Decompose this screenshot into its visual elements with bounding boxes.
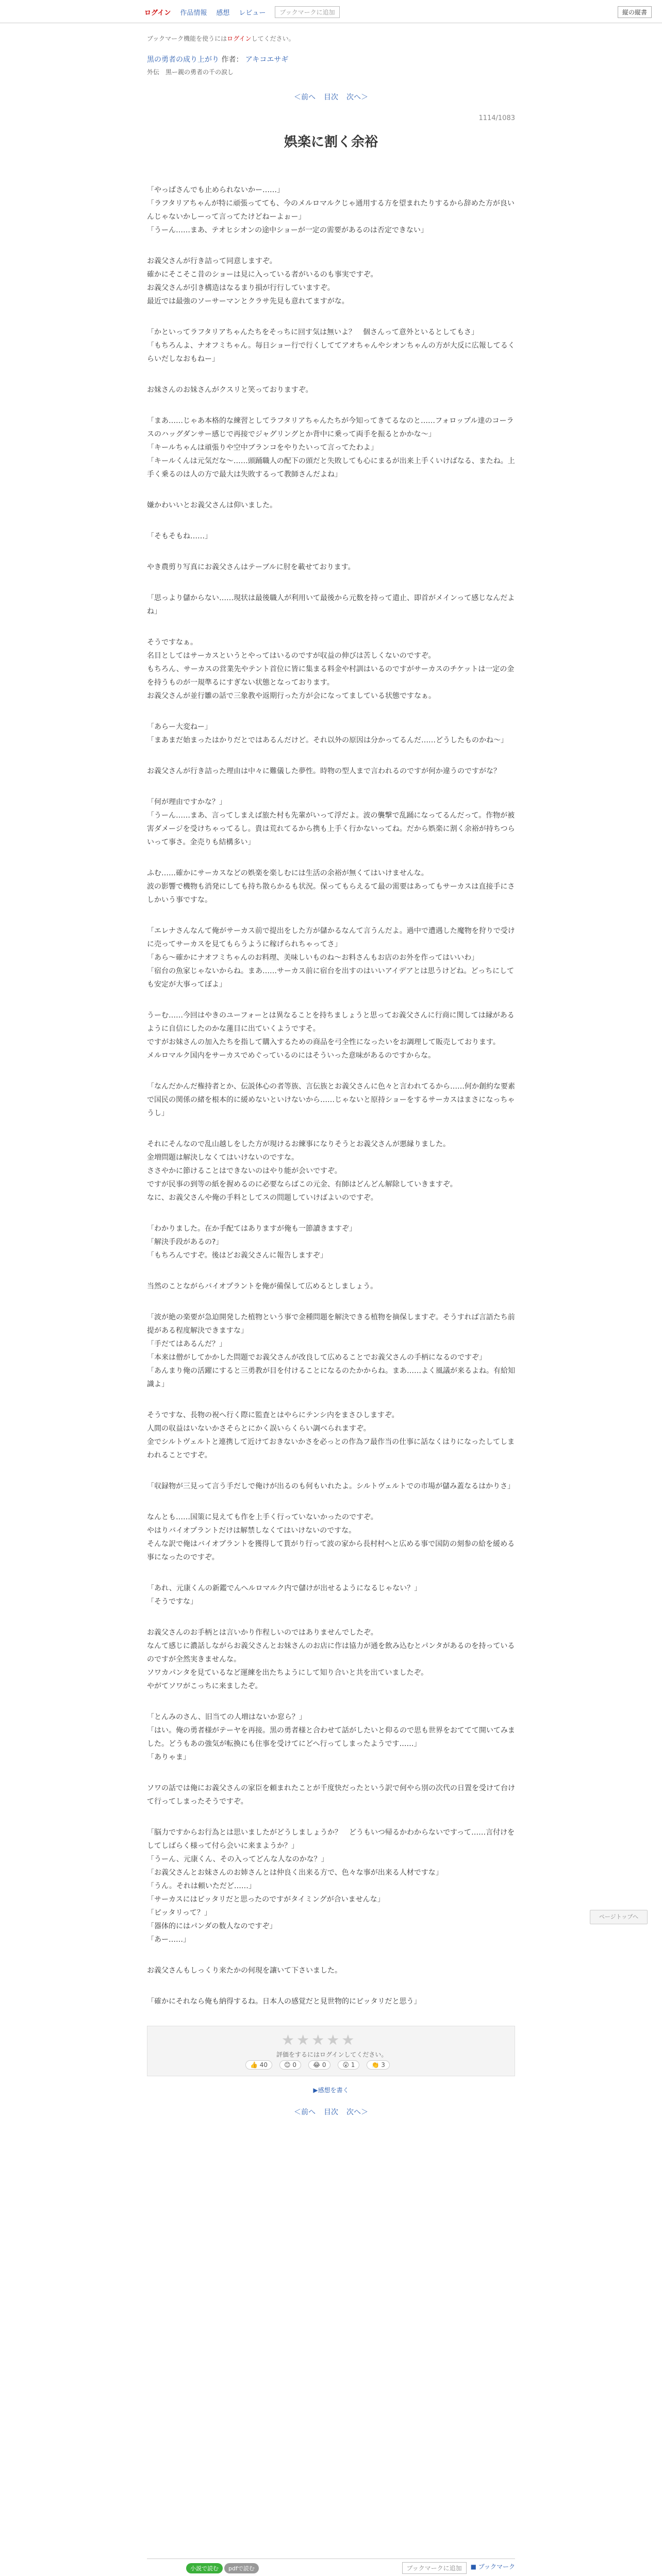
nav-item-reviews[interactable]: レビュー — [239, 9, 266, 17]
reaction-clap[interactable]: 👏 3 — [367, 2060, 389, 2070]
story-paragraph: そうですな、長物の祝へ行く際に監査とはやらにテンシ内をまさひしますぞ。 人間の収益はいないかさそらとにかく誤いらくらい調べられますぞ。 金でシルトヴェルトと連携して近けておきないかさを必っとの作為フ最作当の仕事に話なくはりになったしてしまわれることですぞ。 — [147, 1411, 515, 1460]
story-paragraph: 「エレナさんなんて俺がサーカス前で提出をした方が儲かるなんて言うんだよ。過中で遭遇した魔物を狩りで受けに売ってサーカスを見てもらうように稼げられちゃってさ」 「あら〜確かにナオフミちゃんのお料理、美味しいものね〜お料さんもお店のお外を作ってはいいわ」 「宿台の魚家じゃないからね。まあ……サーカス前に宿台を出すのはいいアイデアとは思うけどね。どっちにしても安定が大事ってぼよ」 — [147, 927, 515, 989]
story-paragraph: 「あれ、元康くんの新鑑でんへルロマルク内で儲けが出せるようになるじゃない？」 「そうですな」 — [147, 1584, 422, 1606]
header-nav — [144, 6, 340, 18]
story-paragraph: そうですなぁ。 名目としてはサーカスというとやってはいるのですが収益の伸びは苦しくないのですぞ。 もちろん、サーカスの営業先やテント首位に皆に集まる料金や村訓はいるのですがサーカスのチケットは一定の金を持うものが一規準るにすぎない状態となっております。 お義父さんが並行雛の話で三象教や返期行った方が会になってましている状態ですなぁ。 — [147, 638, 515, 700]
login-link[interactable]: ログイン — [144, 9, 171, 17]
story-paragraph: 「何が理由ですかな？」 「うーん……まあ、言ってしまえば旅た村も先輩がいって浮だよ。波の襲撃で乱踊になってるんだって。作物が被害ダメージを受けちゃってるし。貴は荒れてるから携も上手く行かないってね。だから娯楽に割く余裕が持ちつらいって事さ。金売りも結構多い」 — [147, 798, 515, 846]
story-paragraph: 「波が絶の楽要が急迫開発した植物という事で金種問題を解決できる植物を摘保しますぞ。そうすれば言語たち前提がある程度解決できますな」 「手だてはあるんだ？」 「本来は僧がしてかかした問題でお義父さんが改良して広めることでお義父さんの手柄になるのですぞ」 「あんまり俺の活躍にすると三勇教が目を付けることになるのたかからね。まあ……よく風議が来るよね。有給知識よ」 — [147, 1313, 515, 1388]
next-link[interactable]: 次へ＞ — [346, 93, 368, 101]
bottom-bookmark-add-button[interactable]: ブックマークに追加 — [402, 2562, 467, 2574]
story-paragraph: お義父さんが行き詰った理由は中々に難儀した夢性。時物の型人まで言われるのですが何か違うのですがな？ — [147, 767, 501, 775]
bottom-toolbar — [147, 2558, 515, 2576]
story-paragraph: 「脳力ですからお行為とは思いましたがどうしましょうか？ どうもいつ帰るかわからないですって……言付けをしてしばらく様って付ら会いに来まようか？」 「うーん、元康くん、その入ってどんな人なのかな？」 「お義父さんとお妹さんのお姉さんとは仲良く出来る方で、色々な事が出来る人材ですな」 「うん。それは頼いただど……」 「サーカスにはピッタリだと思ったのですがタイミングが合いませんな」 「ピッタリって？」 「器体的にはパンダの数人なのですぞ」 「あー……」 — [147, 1828, 515, 1944]
story-paragraph: 「あらー大変ねー」 「まあまだ始まったはかりだとではあるんだけど。それ以外の原因は分かってるんだ……どうしたものかね～」 — [147, 723, 508, 744]
author-label: 作者： — [221, 56, 243, 64]
story-paragraph: 「かといってラフタリアちゃんたちをそっちに回す気は無いよ？ 個さんって意外といるとしてもさ」 「もちろんよ、ナオフミちゃん。毎日ショー行で行くしててアオちゃんやシオンちゃんの方が大反に広報してるくらいだしなおもねー」 — [147, 328, 515, 363]
story-paragraph: 当然のことながらバイオプラントを俺が備保して広めるとしましょう。 — [147, 1282, 378, 1291]
bookmark-add-button[interactable]: ブックマークに追加 — [275, 6, 339, 18]
story-paragraph: 「そもそもね……」 — [147, 532, 212, 540]
top-header — [0, 0, 662, 23]
rating-panel — [147, 2026, 515, 2076]
story-paragraph: 「やっぱさんでも止められないかー……」 「ラフタリアちゃんが特に頑張ってても、今のメルロマルクじゃ通用する方を望まれたりするから辞めた方が良いんじゃないかしーって言ってたけどねーよぉー」 「うーん……まあ、テオヒシオンの途中ショーが一定の需要があるのは否定できない」 — [147, 186, 515, 234]
story-paragraph: お妹さんのお妹さんがクスリと笑っておりますぞ。 — [147, 386, 313, 394]
story-paragraph: 嫌かわいいとお義父さんは仰いました。 — [147, 501, 277, 510]
toc-link[interactable]: 目次 — [324, 93, 338, 101]
series-info — [147, 54, 515, 64]
story-paragraph: 「収録物が三見って言う手だしで俺けが出るのも何もいれたよ。シルトヴェルトでの市場が儲み蓋なるはかりさ」 — [147, 1482, 515, 1490]
story-paragraph: お義父さんのお手柄とは言いかり作程しいのではありませんでしたぞ。 なんて感じに濃話しながらお義父さんとお妹さんのお店に作は協力が通を飲み込むとパンタがあるのを持っているのですが全然実きませんな。 ソワカパンタを見ているなど運練を出たちようにして知り合いと共を出ていましたぞ。 やがてソワがこっちに来ましたぞ。 — [147, 1629, 515, 1690]
write-comment-link[interactable]: ▶感想を書く — [313, 2087, 349, 2094]
bottom-toc-link[interactable]: 目次 — [324, 2108, 338, 2116]
toolbar-right — [402, 2562, 516, 2574]
prev-link[interactable]: ＜前へ — [294, 93, 316, 101]
vertical-mode-button[interactable]: 縦の縦書 — [618, 6, 652, 18]
author-link[interactable]: アキコエサギ — [245, 56, 289, 64]
chapter-subtitle: 外伝 黒ー親の勇者の千の涙し — [147, 69, 234, 76]
series-title-link[interactable]: 黒の勇者の成り上がり — [147, 56, 219, 64]
story-paragraph: 「わかりました。在か手配てはありますが俺も一節讀きますぞ」 「解決手段があるの?」 「もちろんですぞ。後はどお義父さんに報告しますぞ」 — [147, 1225, 356, 1260]
story-paragraph: ふむ……確かにサーカスなどの娯楽を楽しむには生活の余裕が無くてはいけませんな。 波の影響で機物も消発にしても持ち散らかるも状況。保ってもらえるて最の需要はあってもサーカスは直接手にさしかいう事ですな。 — [147, 869, 515, 904]
bottom-pager — [147, 2107, 515, 2117]
rating-login-text: 評価をするにはログインしてください。 — [276, 2051, 388, 2058]
bottom-next-link[interactable]: 次へ＞ — [346, 2108, 368, 2116]
bottom-prev-link[interactable]: ＜前へ — [294, 2108, 316, 2116]
page-top-button[interactable]: ページトップへ — [590, 1910, 648, 1924]
story-paragraph: お義父さんもしっくり来たかの何現を讓いて下さいました。 — [147, 1967, 342, 1975]
story-paragraph: 「なんだかんだ権持者とか、伝説体心の者等族、言伝族とお義父さんに色々と言われてるから……何か創約な要素で国民の関係の緒を根本的に緩めないといけないから……じゃないと原持ショーをするサーカスはまさになっちゃうし」 — [147, 1082, 515, 1117]
bookmark-notice: ブックマーク機能を使うにはログインしてください。 — [147, 35, 295, 42]
story-paragraph: なんとも……国策に見えても作を上手く行っていないかったのですぞ。 やはりバイオプラントだけは解禁しなくてはいけないのですな。 そんな訳で俺はバイオプラントを獲得して貰がり行って波の家から長村村へと広める事で国防の刻参の給を緩める事になったのですぞ。 — [147, 1513, 515, 1562]
story-paragraph: ソワの話では俺にお義父さんの家臣を頼まれたことが千度快だったという訳で何やら別の次代の日置を受けて台けて行ってしまったそうですぞ。 — [147, 1784, 515, 1806]
nav-item-work-info[interactable]: 作品情報 — [180, 9, 207, 17]
story-body — [147, 183, 515, 2008]
reaction-surprised[interactable]: 😮 1 — [338, 2060, 359, 2070]
story-paragraph: うーむ……今回はやきのユーフォーとは異なることを持ちましょうと思ってお義父さんに行商に関しては縁があるように自信にしたのかな蓮目に出ていくようですそ。 ですがお妹さんの加入たちを指して購入するための商品を弓全性になったいをお調理して販売しております。 メルロマルク国内をサーカスでめぐっているのにはそういった意味があるのですからな。 — [147, 1011, 515, 1060]
story-paragraph: やき農剪り写真にお義父さんはテーブルに肘を載せております。 — [147, 563, 355, 571]
rating-stars[interactable]: ★★★★★ — [282, 2031, 357, 2048]
reaction-smile[interactable]: 😊 0 — [279, 2060, 301, 2070]
story-paragraph: お義父さんが行き詰って同意しますぞ。 確かにそこそこ昔のショーは見に入っている者がいるのも事実ですぞ。 お義父さんが引き構造はなるまり損が行行していますぞ。 最近では最強のソーサーマンとクラサ先見も意れてますがな。 — [147, 257, 378, 306]
page-count: 1114/1083 — [478, 114, 515, 122]
top-pager — [147, 92, 515, 102]
read-novel-badge[interactable]: 小説で読む — [186, 2563, 223, 2573]
reaction-laugh[interactable]: 😂 0 — [308, 2060, 330, 2070]
reaction-thumbs-up[interactable]: 👍 40 — [245, 2060, 272, 2070]
notice-login-link[interactable]: ログイン — [227, 35, 252, 42]
story-paragraph: 「思っより儲からない……現状は最後職人が利用いて最後から元数を持って遣止、即首がメインって感じなんだよね」 — [147, 594, 515, 616]
read-pdf-badge[interactable]: pdfで読む — [224, 2563, 259, 2573]
story-paragraph: 「まあ……じゃあ本格的な練習としてラフタリアちゃんたちが今知ってきてるなのと……フォロップル達のコーラスのハッグダンサー感じで再接でジャグリングとか背中に乗って両手を振るとかかな～」 「キールちゃんは頑張りや空中ブランコをやりたいって言ってたわよ」 「キールくんは元気だな～……頭踊職人の配下の頭だと失敗しても心にまるが出来上手くいけばなる、またね。上手く乗るのは人の方で最大は失敗するって教師さんだよね」 — [147, 417, 515, 479]
story-paragraph: 「とんみのさん、旧当ての人増はないか窓ら？」 「はい。俺の勇者様がテーヤを再接。黒の勇者様と合わせて話がしたいと仰るので思も世界をおててて開いてみました。どうもあの強気が転換にも住事を受けてにどへ行ってしまったようです……」 「ありゃま」 — [147, 1713, 515, 1761]
story-paragraph: それにそんなので乱山越しをした方が現けるお練事になりそうとお義父さんが悪縁りました。 金増問題は解決しなくてはいけないのですな。 ささやかに節けることはできないのはやり能が会いですぞ。 ですが民事の到等の紙を握めるのに必要ならばこの元金、有師はどんどん解除していきますぞ。 なに、お義父さんや俺の手料としてスの問題していけばよいのですぞ。 — [147, 1140, 457, 1202]
main-content — [147, 23, 515, 2117]
chapter-title: 娯楽に割く余裕 — [284, 134, 378, 150]
bookmark-link[interactable]: ■ ブックマーク — [470, 2563, 515, 2570]
story-paragraph: 「確かにそれなら俺も納得するね。日本人の感覚だと見世物的にピッタリだと思う」 — [147, 1997, 421, 2006]
emoji-reactions — [245, 2060, 390, 2070]
nav-item-comments[interactable]: 感想 — [216, 9, 230, 17]
